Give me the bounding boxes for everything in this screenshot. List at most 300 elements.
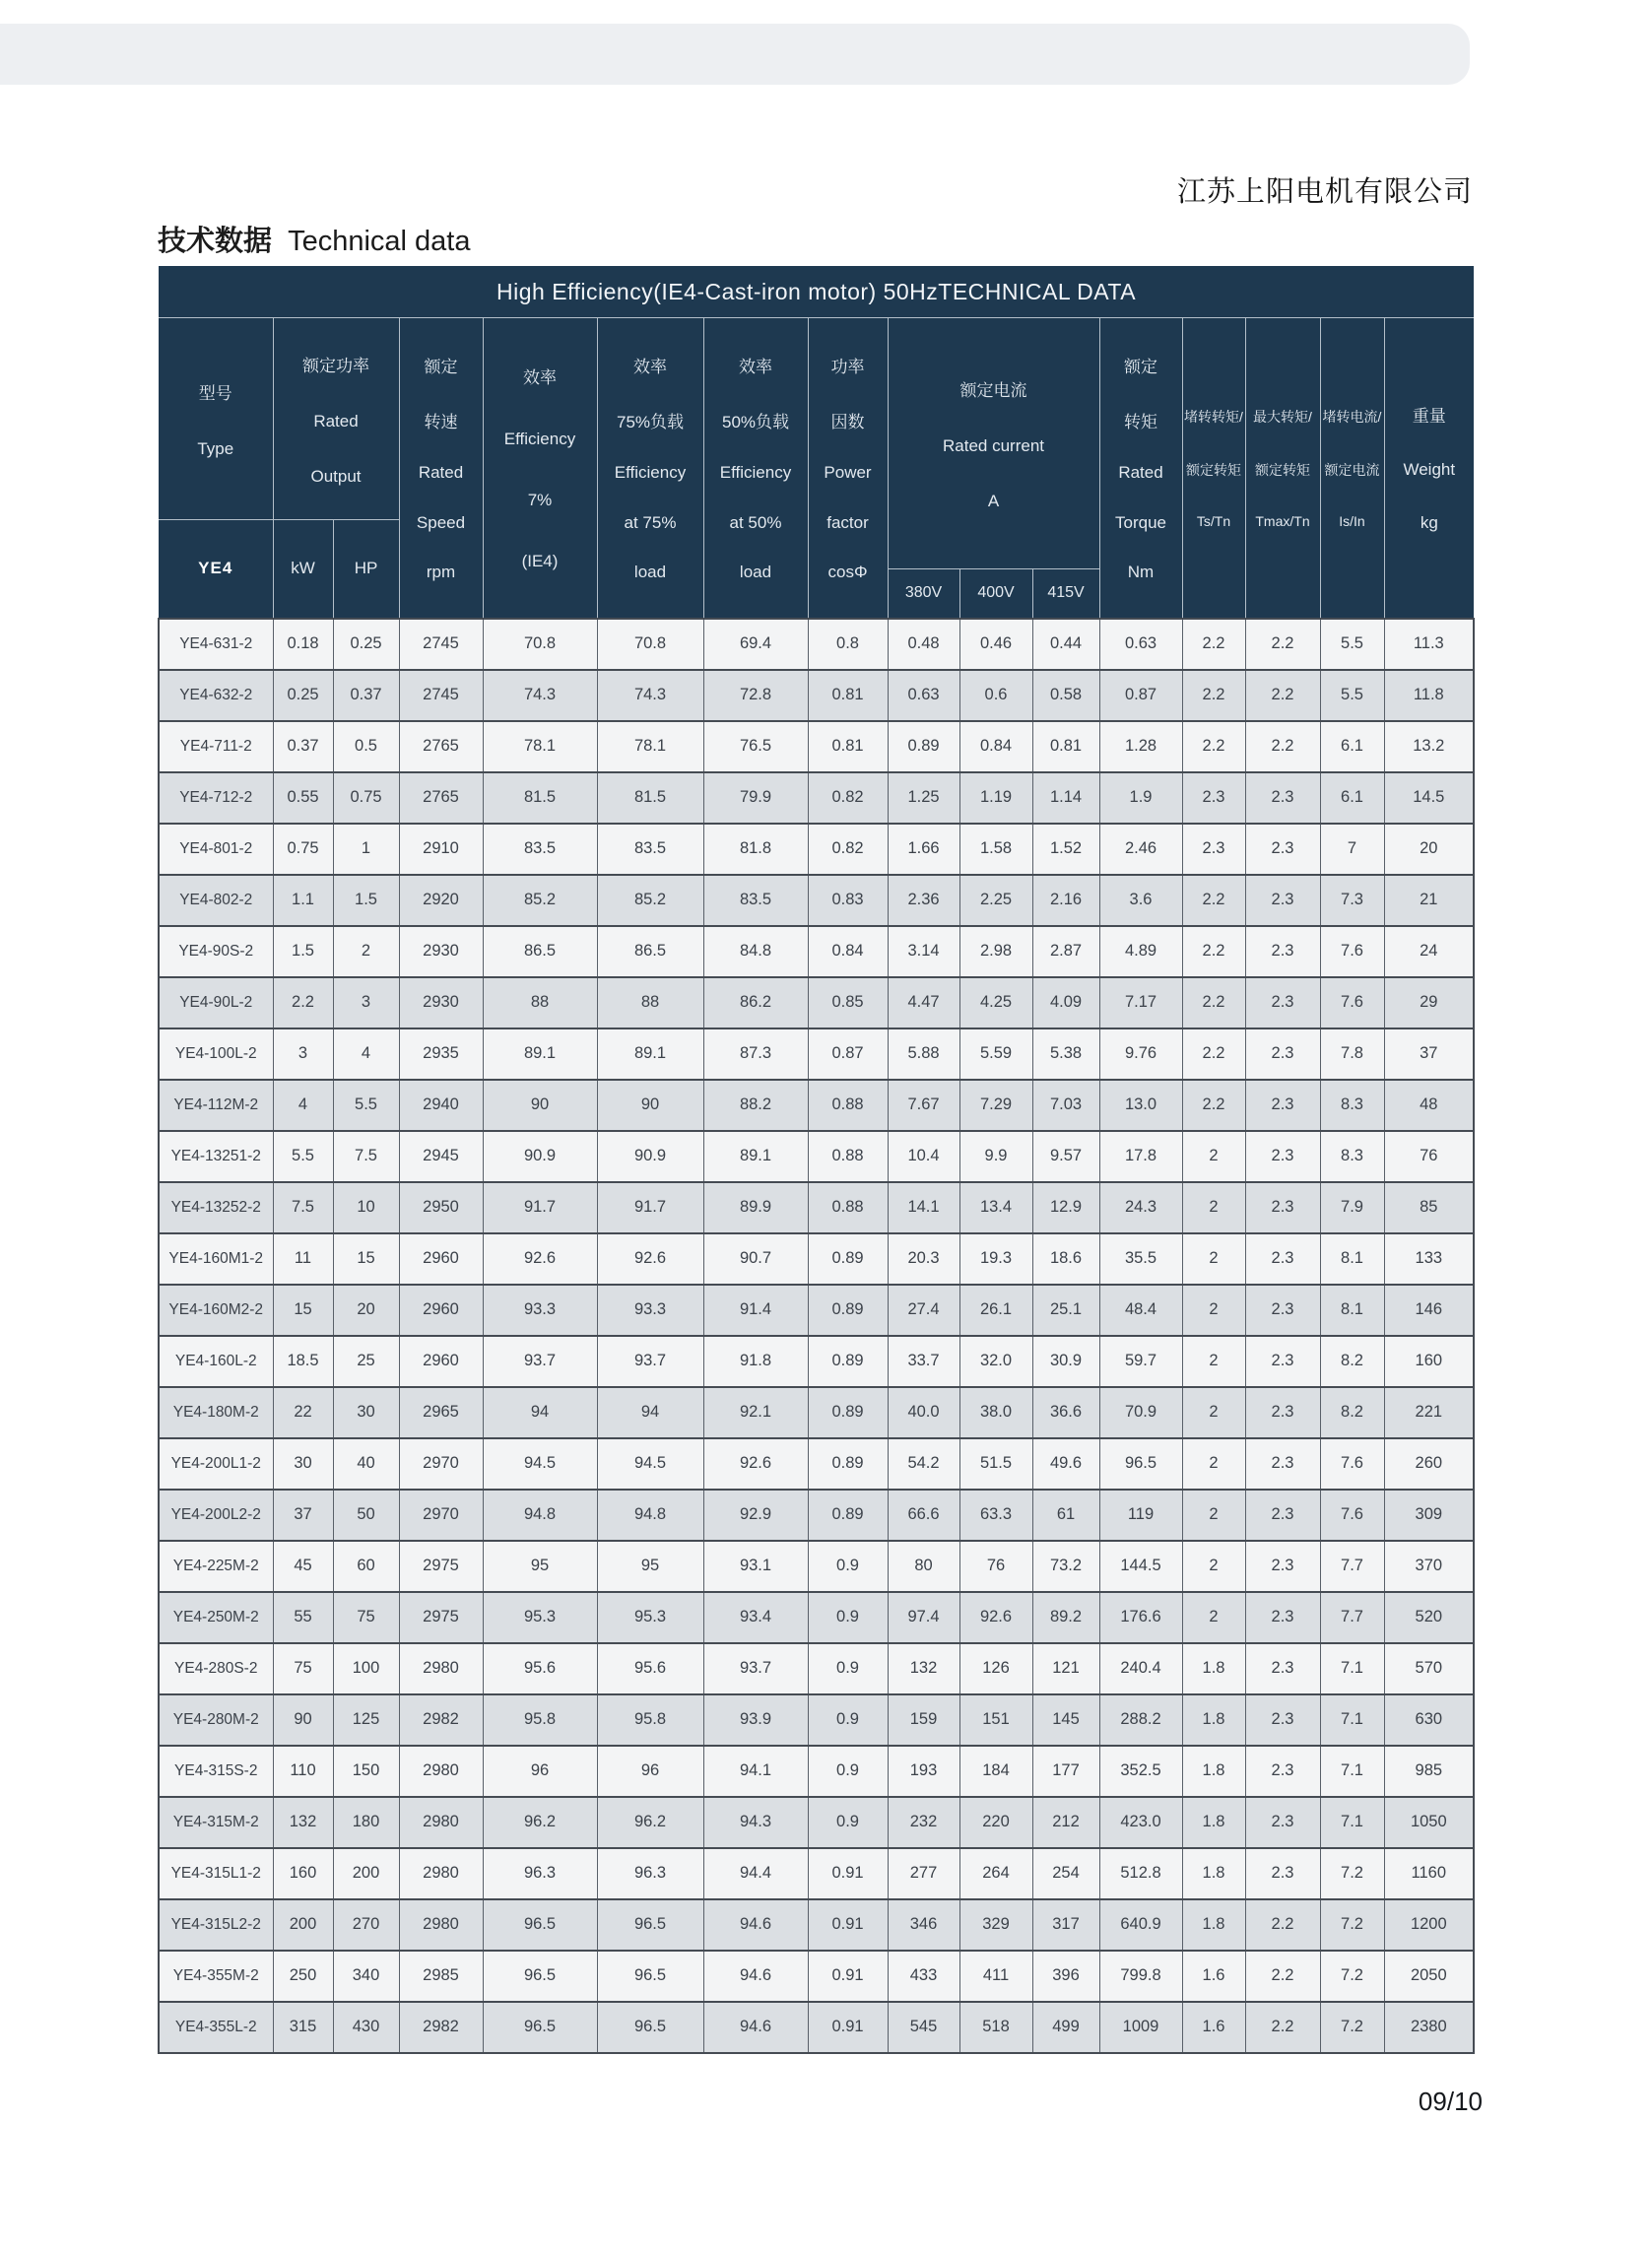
table-cell: 94.8 bbox=[597, 1490, 703, 1541]
table-row bbox=[159, 721, 1474, 772]
table-cell: 200 bbox=[333, 1848, 399, 1899]
table-cell: 55 bbox=[273, 1592, 333, 1643]
table-cell: 110 bbox=[273, 1746, 333, 1797]
table-cell: 9.76 bbox=[1099, 1028, 1182, 1080]
table-cell: 1160 bbox=[1384, 1848, 1474, 1899]
table-cell: 2985 bbox=[399, 1951, 483, 2002]
table-cell: 7.17 bbox=[1099, 977, 1182, 1028]
table-row bbox=[159, 2002, 1474, 2053]
table-cell: 95.3 bbox=[483, 1592, 597, 1643]
table-cell: 6.1 bbox=[1320, 721, 1384, 772]
table-cell: 35.5 bbox=[1099, 1233, 1182, 1285]
table-cell: 2980 bbox=[399, 1797, 483, 1848]
table-cell: 512.8 bbox=[1099, 1848, 1182, 1899]
table-cell: 96.2 bbox=[483, 1797, 597, 1848]
table-cell: 430 bbox=[333, 2002, 399, 2053]
table-cell: 985 bbox=[1384, 1746, 1474, 1797]
table-cell: 8.1 bbox=[1320, 1285, 1384, 1336]
table-cell: 0.84 bbox=[808, 926, 888, 977]
table-cell: 7.67 bbox=[888, 1080, 959, 1131]
table-cell: 4 bbox=[333, 1028, 399, 1080]
table-cell: 2745 bbox=[399, 619, 483, 670]
table-cell: 4.89 bbox=[1099, 926, 1182, 977]
table-cell: 317 bbox=[1032, 1899, 1099, 1951]
table-cell: 97.4 bbox=[888, 1592, 959, 1643]
table-cell: 6.1 bbox=[1320, 772, 1384, 824]
table-cell: 14.5 bbox=[1384, 772, 1474, 824]
table-cell: 4.47 bbox=[888, 977, 959, 1028]
table-cell: 2 bbox=[1182, 1131, 1245, 1182]
table-body bbox=[159, 619, 1474, 2053]
table-cell: 63.3 bbox=[959, 1490, 1032, 1541]
table-cell: 0.9 bbox=[808, 1797, 888, 1848]
table-cell: 37 bbox=[1384, 1028, 1474, 1080]
table-cell: 20.3 bbox=[888, 1233, 959, 1285]
table-cell: 85.2 bbox=[597, 875, 703, 926]
table-cell: 91.4 bbox=[703, 1285, 808, 1336]
col-hp: HP bbox=[333, 520, 399, 619]
table-cell: 1.8 bbox=[1182, 1797, 1245, 1848]
table-cell: 87.3 bbox=[703, 1028, 808, 1080]
table-cell: 95.6 bbox=[483, 1643, 597, 1694]
table-cell: 0.63 bbox=[888, 670, 959, 721]
table-cell: 5.5 bbox=[1320, 619, 1384, 670]
table-cell: 2965 bbox=[399, 1387, 483, 1438]
table-cell: 2.3 bbox=[1245, 1182, 1320, 1233]
table-cell: 29 bbox=[1384, 977, 1474, 1028]
table-cell: 150 bbox=[333, 1746, 399, 1797]
table-cell: 0.48 bbox=[888, 619, 959, 670]
table-cell: 121 bbox=[1032, 1643, 1099, 1694]
table-cell: 2 bbox=[333, 926, 399, 977]
table-cell: 2980 bbox=[399, 1899, 483, 1951]
table-cell: 72.8 bbox=[703, 670, 808, 721]
table-cell: 2.3 bbox=[1245, 1028, 1320, 1080]
table-cell: 74.3 bbox=[597, 670, 703, 721]
table-cell: 48 bbox=[1384, 1080, 1474, 1131]
table-cell: 1.8 bbox=[1182, 1899, 1245, 1951]
table-cell: 411 bbox=[959, 1951, 1032, 2002]
table-cell: 95 bbox=[483, 1541, 597, 1592]
table-cell: 13.4 bbox=[959, 1182, 1032, 1233]
table-row bbox=[159, 1592, 1474, 1643]
table-row bbox=[159, 1336, 1474, 1387]
table-cell: 2930 bbox=[399, 926, 483, 977]
table-cell: 90 bbox=[597, 1080, 703, 1131]
table-cell: 96 bbox=[597, 1746, 703, 1797]
table-cell: 94.8 bbox=[483, 1490, 597, 1541]
table-cell: 2.2 bbox=[273, 977, 333, 1028]
table-cell: 250 bbox=[273, 1951, 333, 2002]
table-cell: 0.89 bbox=[808, 1233, 888, 1285]
table-cell: 49.6 bbox=[1032, 1438, 1099, 1490]
table-cell: 133 bbox=[1384, 1233, 1474, 1285]
table-cell: 76 bbox=[1384, 1131, 1474, 1182]
table-cell: 7.6 bbox=[1320, 1438, 1384, 1490]
table-cell: 2.3 bbox=[1245, 824, 1320, 875]
table-cell: 51.5 bbox=[959, 1438, 1032, 1490]
model-cell: YE4-180M-2 bbox=[159, 1387, 273, 1438]
table-cell: 2.3 bbox=[1245, 1336, 1320, 1387]
table-cell: 2982 bbox=[399, 2002, 483, 2053]
table-cell: 73.2 bbox=[1032, 1541, 1099, 1592]
col-rated-torque: 额定 转矩 Rated Torque Nm bbox=[1099, 318, 1182, 619]
table-cell: 151 bbox=[959, 1694, 1032, 1746]
table-cell: 0.25 bbox=[273, 670, 333, 721]
table-cell: 75 bbox=[273, 1643, 333, 1694]
table-cell: 8.1 bbox=[1320, 1233, 1384, 1285]
table-cell: 5.88 bbox=[888, 1028, 959, 1080]
table-cell: 89.1 bbox=[597, 1028, 703, 1080]
table-cell: 0.87 bbox=[1099, 670, 1182, 721]
table-cell: 81.5 bbox=[597, 772, 703, 824]
table-cell: 0.89 bbox=[808, 1490, 888, 1541]
table-cell: 2975 bbox=[399, 1592, 483, 1643]
model-cell: YE4-90L-2 bbox=[159, 977, 273, 1028]
table-cell: 94 bbox=[483, 1387, 597, 1438]
table-cell: 5.59 bbox=[959, 1028, 1032, 1080]
table-cell: 2 bbox=[1182, 1541, 1245, 1592]
table-cell: 89.9 bbox=[703, 1182, 808, 1233]
table-cell: 2 bbox=[1182, 1336, 1245, 1387]
table-cell: 0.5 bbox=[333, 721, 399, 772]
table-cell: 100 bbox=[333, 1643, 399, 1694]
table-cell: 2 bbox=[1182, 1592, 1245, 1643]
table-cell: 7.1 bbox=[1320, 1797, 1384, 1848]
table-cell: 89.1 bbox=[483, 1028, 597, 1080]
table-cell: 95.8 bbox=[483, 1694, 597, 1746]
table-cell: 2.3 bbox=[1245, 1592, 1320, 1643]
table-cell: 2.3 bbox=[1245, 1643, 1320, 1694]
table-row bbox=[159, 1131, 1474, 1182]
table-cell: 8.3 bbox=[1320, 1080, 1384, 1131]
model-cell: YE4-280M-2 bbox=[159, 1694, 273, 1746]
table-cell: 96.5 bbox=[597, 1951, 703, 2002]
table-cell: 1.5 bbox=[333, 875, 399, 926]
table-row bbox=[159, 875, 1474, 926]
table-cell: 92.6 bbox=[703, 1438, 808, 1490]
table-cell: 2.2 bbox=[1182, 619, 1245, 670]
table-cell: 2.2 bbox=[1245, 721, 1320, 772]
col-415v: 415V bbox=[1032, 569, 1099, 619]
table-cell: 270 bbox=[333, 1899, 399, 1951]
model-cell: YE4-631-2 bbox=[159, 619, 273, 670]
col-400v: 400V bbox=[959, 569, 1032, 619]
table-cell: 1009 bbox=[1099, 2002, 1182, 2053]
table-cell: 2.3 bbox=[1245, 1285, 1320, 1336]
table-cell: 90 bbox=[483, 1080, 597, 1131]
table-cell: 25.1 bbox=[1032, 1285, 1099, 1336]
table-cell: 7.03 bbox=[1032, 1080, 1099, 1131]
table-cell: 0.9 bbox=[808, 1643, 888, 1694]
table-cell: 370 bbox=[1384, 1541, 1474, 1592]
table-cell: 144.5 bbox=[1099, 1541, 1182, 1592]
table-cell: 5.5 bbox=[273, 1131, 333, 1182]
table-row bbox=[159, 1438, 1474, 1490]
table-cell: 70.9 bbox=[1099, 1387, 1182, 1438]
table-cell: 2.87 bbox=[1032, 926, 1099, 977]
col-is-in: 堵转电流/ 额定电流 Is/In bbox=[1320, 318, 1384, 619]
table-cell: 2.3 bbox=[1245, 875, 1320, 926]
table-cell: 8.2 bbox=[1320, 1387, 1384, 1438]
table-cell: 193 bbox=[888, 1746, 959, 1797]
table-cell: 499 bbox=[1032, 2002, 1099, 2053]
table-cell: 433 bbox=[888, 1951, 959, 2002]
table-cell: 7.7 bbox=[1320, 1541, 1384, 1592]
col-efficiency-75: 效率 75%负载 Efficiency at 75% load bbox=[597, 318, 703, 619]
table-cell: 0.46 bbox=[959, 619, 1032, 670]
table-cell: 0.8 bbox=[808, 619, 888, 670]
table-cell: 10.4 bbox=[888, 1131, 959, 1182]
table-cell: 60 bbox=[333, 1541, 399, 1592]
table-cell: 0.82 bbox=[808, 824, 888, 875]
col-380v: 380V bbox=[888, 569, 959, 619]
table-cell: 96.3 bbox=[597, 1848, 703, 1899]
table-cell: 94.5 bbox=[597, 1438, 703, 1490]
table-row bbox=[159, 1643, 1474, 1694]
table-cell: 95.8 bbox=[597, 1694, 703, 1746]
table-cell: 0.83 bbox=[808, 875, 888, 926]
table-cell: 5.5 bbox=[1320, 670, 1384, 721]
table-cell: 2.3 bbox=[1245, 926, 1320, 977]
table-cell: 2980 bbox=[399, 1643, 483, 1694]
table-cell: 288.2 bbox=[1099, 1694, 1182, 1746]
table-cell: 7.1 bbox=[1320, 1643, 1384, 1694]
table-cell: 1.5 bbox=[273, 926, 333, 977]
section-title bbox=[158, 219, 470, 259]
table-cell: 146 bbox=[1384, 1285, 1474, 1336]
table-cell: 36.6 bbox=[1032, 1387, 1099, 1438]
table-cell: 0.91 bbox=[808, 2002, 888, 2053]
table-cell: 70.8 bbox=[483, 619, 597, 670]
table-cell: 799.8 bbox=[1099, 1951, 1182, 2002]
table-cell: 9.57 bbox=[1032, 1131, 1099, 1182]
table-cell: 126 bbox=[959, 1643, 1032, 1694]
table-cell: 0.75 bbox=[333, 772, 399, 824]
table-cell: 78.1 bbox=[483, 721, 597, 772]
model-cell: YE4-802-2 bbox=[159, 875, 273, 926]
table-cell: 1.6 bbox=[1182, 2002, 1245, 2053]
table-cell: 0.82 bbox=[808, 772, 888, 824]
table-cell: 11.3 bbox=[1384, 619, 1474, 670]
table-cell: 0.89 bbox=[808, 1438, 888, 1490]
table-cell: 70.8 bbox=[597, 619, 703, 670]
table-cell: 7.7 bbox=[1320, 1592, 1384, 1643]
table-cell: 24 bbox=[1384, 926, 1474, 977]
table-cell: 0.9 bbox=[808, 1746, 888, 1797]
table-cell: 2930 bbox=[399, 977, 483, 1028]
table-cell: 1.8 bbox=[1182, 1848, 1245, 1899]
table-cell: 50 bbox=[333, 1490, 399, 1541]
table-cell: 340 bbox=[333, 1951, 399, 2002]
table-cell: 2960 bbox=[399, 1233, 483, 1285]
table-cell: 96.5 bbox=[483, 1951, 597, 2002]
table-cell: 88.2 bbox=[703, 1080, 808, 1131]
table-cell: 78.1 bbox=[597, 721, 703, 772]
table-cell: 94.6 bbox=[703, 2002, 808, 2053]
table-cell: 18.5 bbox=[273, 1336, 333, 1387]
table-cell: 94.4 bbox=[703, 1848, 808, 1899]
table-cell: 2935 bbox=[399, 1028, 483, 1080]
table-cell: 25 bbox=[333, 1336, 399, 1387]
model-cell: YE4-711-2 bbox=[159, 721, 273, 772]
table-cell: 40 bbox=[333, 1438, 399, 1490]
table-cell: 92.6 bbox=[483, 1233, 597, 1285]
table-cell: 570 bbox=[1384, 1643, 1474, 1694]
table-cell: 2 bbox=[1182, 1182, 1245, 1233]
table-cell: 91.7 bbox=[597, 1182, 703, 1233]
table-cell: 1.8 bbox=[1182, 1746, 1245, 1797]
table-cell: 200 bbox=[273, 1899, 333, 1951]
table-cell: 254 bbox=[1032, 1848, 1099, 1899]
table-cell: 2920 bbox=[399, 875, 483, 926]
table-cell: 2960 bbox=[399, 1285, 483, 1336]
table-cell: 2.3 bbox=[1245, 1387, 1320, 1438]
table-cell: 2.2 bbox=[1182, 875, 1245, 926]
table-cell: 4 bbox=[273, 1080, 333, 1131]
table-cell: 86.2 bbox=[703, 977, 808, 1028]
table-cell: 160 bbox=[273, 1848, 333, 1899]
table-cell: 2940 bbox=[399, 1080, 483, 1131]
table-cell: 5.5 bbox=[333, 1080, 399, 1131]
table-cell: 2.3 bbox=[1245, 1131, 1320, 1182]
table-cell: 19.3 bbox=[959, 1233, 1032, 1285]
table-cell: 125 bbox=[333, 1694, 399, 1746]
table-cell: 1.19 bbox=[959, 772, 1032, 824]
table-cell: 2.3 bbox=[1245, 1797, 1320, 1848]
table-cell: 14.1 bbox=[888, 1182, 959, 1233]
table-cell: 1200 bbox=[1384, 1899, 1474, 1951]
table-cell: 1.9 bbox=[1099, 772, 1182, 824]
model-cell: YE4-160L-2 bbox=[159, 1336, 273, 1387]
table-cell: 2980 bbox=[399, 1746, 483, 1797]
model-cell: YE4-250M-2 bbox=[159, 1592, 273, 1643]
table-cell: 0.6 bbox=[959, 670, 1032, 721]
table-cell: 85 bbox=[1384, 1182, 1474, 1233]
table-cell: 2960 bbox=[399, 1336, 483, 1387]
table-cell: 2975 bbox=[399, 1541, 483, 1592]
top-band-decoration bbox=[0, 24, 1470, 85]
table-cell: 260 bbox=[1384, 1438, 1474, 1490]
table-cell: 2.2 bbox=[1182, 670, 1245, 721]
table-cell: 2980 bbox=[399, 1848, 483, 1899]
table-cell: 352.5 bbox=[1099, 1746, 1182, 1797]
table-cell: 132 bbox=[888, 1643, 959, 1694]
table-cell: 94.5 bbox=[483, 1438, 597, 1490]
table-cell: 7.2 bbox=[1320, 2002, 1384, 2053]
table-cell: 7.9 bbox=[1320, 1182, 1384, 1233]
table-cell: 423.0 bbox=[1099, 1797, 1182, 1848]
table-cell: 2.2 bbox=[1182, 1080, 1245, 1131]
col-tmax-tn: 最大转矩/ 额定转矩 Tmax/Tn bbox=[1245, 318, 1320, 619]
table-cell: 160 bbox=[1384, 1336, 1474, 1387]
table-cell: 37 bbox=[273, 1490, 333, 1541]
table-cell: 4.09 bbox=[1032, 977, 1099, 1028]
table-row bbox=[159, 1848, 1474, 1899]
table-cell: 10 bbox=[333, 1182, 399, 1233]
table-cell: 74.3 bbox=[483, 670, 597, 721]
table-cell: 2.2 bbox=[1245, 1951, 1320, 2002]
col-power-factor: 功率 因数 Power factor cosΦ bbox=[808, 318, 888, 619]
table-cell: 94.3 bbox=[703, 1797, 808, 1848]
table-cell: 7.29 bbox=[959, 1080, 1032, 1131]
table-cell: 2.3 bbox=[1245, 772, 1320, 824]
table-cell: 96.3 bbox=[483, 1848, 597, 1899]
table-cell: 0.9 bbox=[808, 1541, 888, 1592]
table-cell: 15 bbox=[273, 1285, 333, 1336]
table-cell: 1.14 bbox=[1032, 772, 1099, 824]
table-cell: 95.6 bbox=[597, 1643, 703, 1694]
table-cell: 11 bbox=[273, 1233, 333, 1285]
table-cell: 640.9 bbox=[1099, 1899, 1182, 1951]
table-cell: 2.3 bbox=[1245, 977, 1320, 1028]
table-cell: 2.3 bbox=[1245, 1848, 1320, 1899]
table-cell: 89.2 bbox=[1032, 1592, 1099, 1643]
table-cell: 309 bbox=[1384, 1490, 1474, 1541]
table-cell: 2.2 bbox=[1245, 619, 1320, 670]
table-cell: 0.44 bbox=[1032, 619, 1099, 670]
table-row bbox=[159, 772, 1474, 824]
table-cell: 96.5 bbox=[1099, 1438, 1182, 1490]
model-cell: YE4-355M-2 bbox=[159, 1951, 273, 2002]
table-cell: 7.2 bbox=[1320, 1899, 1384, 1951]
table-cell: 88 bbox=[597, 977, 703, 1028]
table-cell: 2.16 bbox=[1032, 875, 1099, 926]
model-cell: YE4-112M-2 bbox=[159, 1080, 273, 1131]
table-cell: 518 bbox=[959, 2002, 1032, 2053]
col-rated-current: 额定电流 Rated current A bbox=[888, 318, 1099, 569]
table-cell: 93.7 bbox=[483, 1336, 597, 1387]
table-cell: 21 bbox=[1384, 875, 1474, 926]
table-cell: 2.3 bbox=[1245, 1746, 1320, 1797]
table-cell: 2910 bbox=[399, 824, 483, 875]
table-cell: 83.5 bbox=[703, 875, 808, 926]
table-cell: 76.5 bbox=[703, 721, 808, 772]
model-cell: YE4-225M-2 bbox=[159, 1541, 273, 1592]
table-cell: 93.3 bbox=[597, 1285, 703, 1336]
table-cell: 3 bbox=[273, 1028, 333, 1080]
table-cell: 2 bbox=[1182, 1285, 1245, 1336]
table-cell: 630 bbox=[1384, 1694, 1474, 1746]
table-cell: 0.55 bbox=[273, 772, 333, 824]
table-cell: 0.88 bbox=[808, 1131, 888, 1182]
table-cell: 86.5 bbox=[483, 926, 597, 977]
table-cell: 0.89 bbox=[808, 1387, 888, 1438]
table-cell: 277 bbox=[888, 1848, 959, 1899]
table-cell: 0.37 bbox=[273, 721, 333, 772]
table-row bbox=[159, 1080, 1474, 1131]
table-cell: 93.7 bbox=[597, 1336, 703, 1387]
table-cell: 93.4 bbox=[703, 1592, 808, 1643]
table-cell: 92.6 bbox=[597, 1233, 703, 1285]
col-type: 型号 Type bbox=[159, 318, 273, 520]
page-number: 09/10 bbox=[1418, 2087, 1483, 2116]
table-cell: 1.6 bbox=[1182, 1951, 1245, 2002]
table-row bbox=[159, 1490, 1474, 1541]
table-cell: 3.14 bbox=[888, 926, 959, 977]
table-cell: 38.0 bbox=[959, 1387, 1032, 1438]
table-cell: 8.3 bbox=[1320, 1131, 1384, 1182]
table-cell: 159 bbox=[888, 1694, 959, 1746]
table-cell: 2765 bbox=[399, 721, 483, 772]
col-rated-output: 额定功率 Rated Output bbox=[273, 318, 399, 520]
table-cell: 7.8 bbox=[1320, 1028, 1384, 1080]
table-cell: 93.7 bbox=[703, 1643, 808, 1694]
table-cell: 2.3 bbox=[1245, 1694, 1320, 1746]
table-cell: 2.3 bbox=[1245, 1438, 1320, 1490]
technical-data-table bbox=[158, 266, 1475, 2054]
table-cell: 7.1 bbox=[1320, 1746, 1384, 1797]
